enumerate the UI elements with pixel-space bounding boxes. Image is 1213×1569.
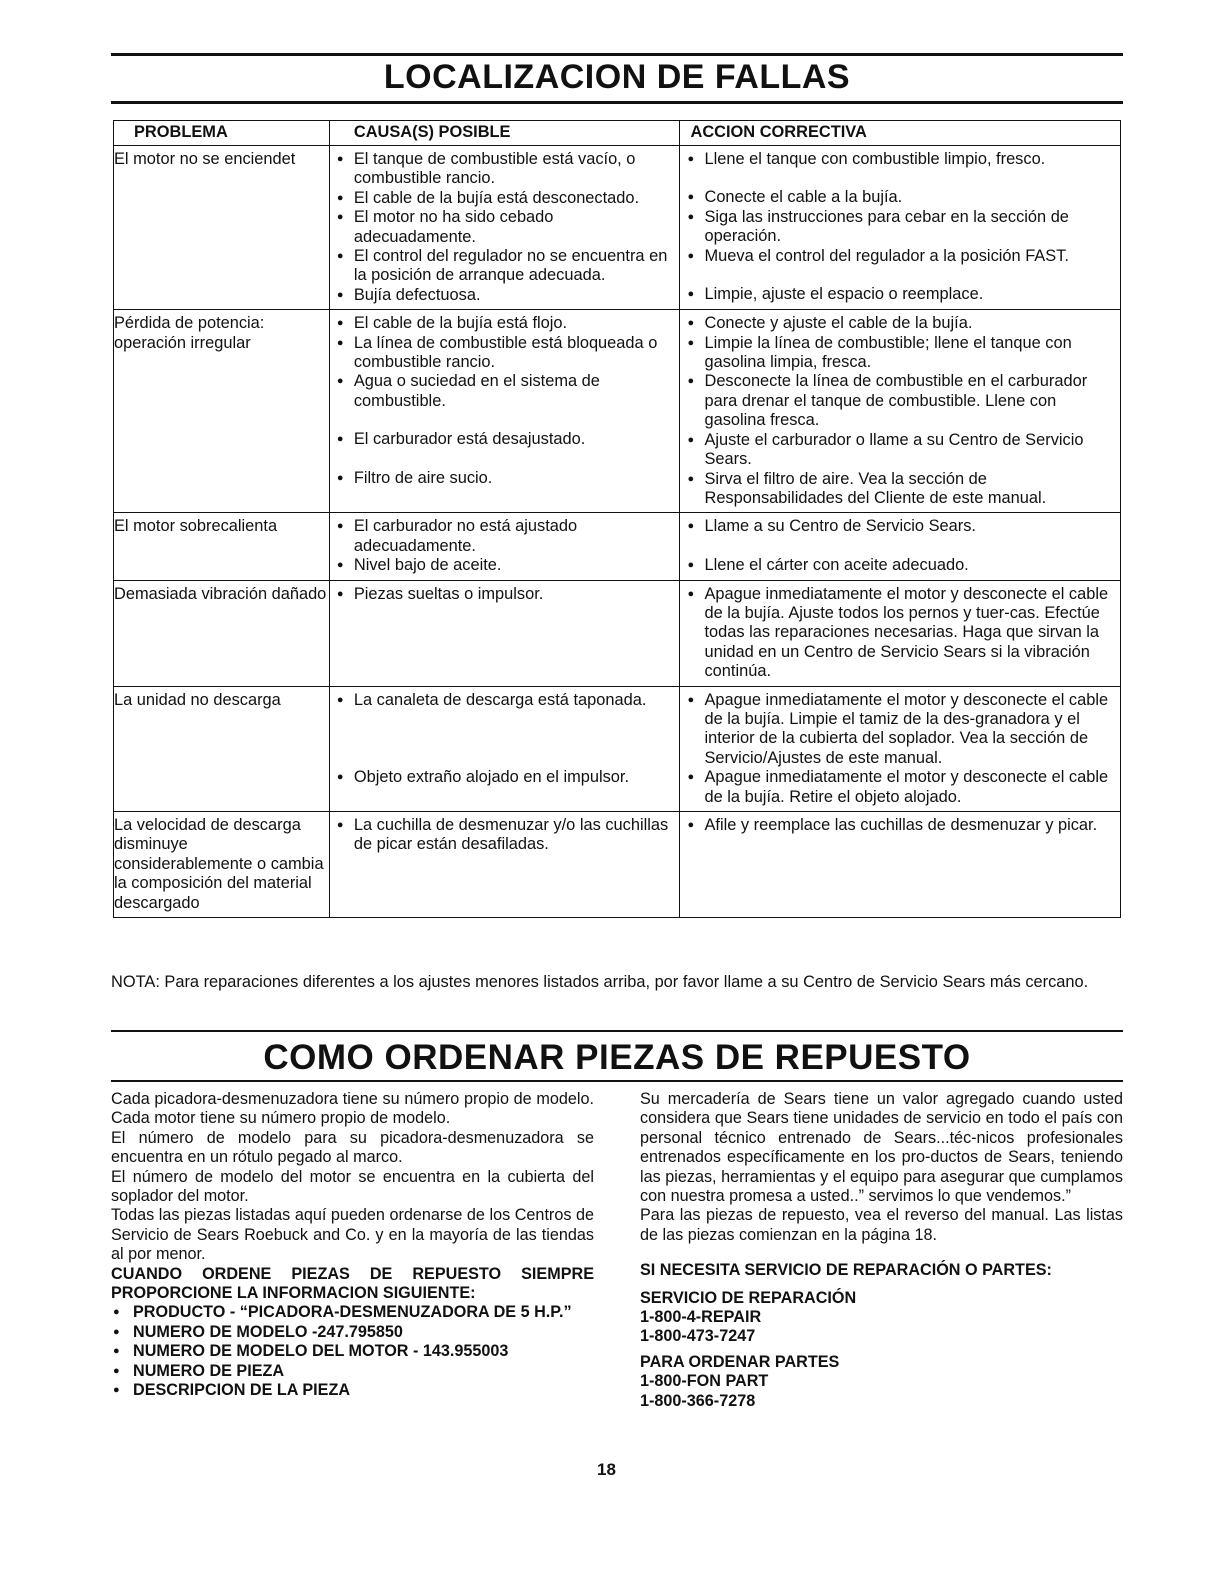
order-info-item: ● NUMERO DE PIEZA [111, 1362, 594, 1381]
actions-cell [680, 812, 1121, 918]
parts-right-column [640, 1090, 1123, 1411]
actions-cell [680, 146, 1121, 310]
parts-paragraph: El número de modelo para su picadora-desmenuzadora se encuentra en un rótulo pegado al marco. [111, 1128, 594, 1167]
cause-item: ● La cuchilla de desmenuzar y/o las cuchillas de picar están desafiladas. [337, 816, 676, 855]
action-item: ● Mueva el control del regulador a la posición FAST. [687, 247, 1116, 266]
order-heading: CUANDO ORDENE PIEZAS DE REPUESTO SIEMPRE PROPORCIONE LA INFORMACION SIGUIENTE: [111, 1264, 594, 1303]
section-rule [111, 1030, 1123, 1032]
action-item: ● Limpie, ajuste el espacio o reemplace. [687, 285, 1116, 304]
actions-cell [680, 580, 1121, 686]
problem-cell: Pérdida de potencia: operación irregular [114, 310, 330, 513]
action-item: ● Llene el tanque con combustible limpio, fresco. [687, 150, 1116, 169]
cause-item: ● El tanque de combustible está vacío, o combustible rancio. [337, 150, 676, 189]
table-row [114, 310, 1121, 513]
causes-cell [329, 513, 680, 580]
top-rule [111, 53, 1123, 56]
causes-cell [329, 310, 680, 513]
parts-paragraph: Para las piezas de repuesto, vea el reverso del manual. Las listas de las piezas comienzan en la página 18. [640, 1206, 1123, 1244]
service-heading: SI NECESITA SERVICIO DE REPARACIÓN O PARTES: [640, 1261, 1052, 1280]
title-underline [111, 101, 1123, 104]
cause-item: ● La línea de combustible está bloqueada o combustible rancio. [337, 334, 676, 373]
action-item: ● Llene el cárter con aceite adecuado. [687, 556, 1116, 575]
repair-phone: 1-800-473-7247 [640, 1327, 756, 1346]
causes-cell [329, 146, 680, 310]
action-item: ● Apague inmediatamente el motor y desconecte el cable de la bujía. Limpie el tamiz de la des-granadora y el interior de la cubierta del soplador. Vea la sección de Servicio/Ajustes de este manual. [687, 691, 1116, 769]
parts-order-label: PARA ORDENAR PARTES [640, 1352, 840, 1371]
parts-paragraph: Su mercadería de Sears tiene un valor agregado cuando usted considera que Sears tiene unidades de servicio en todo el país con personal técnico entrenado de Sears...téc-nicos profesionales entrenados específicamente en los pro-ductos de Sears, teniendo las piezas, herramientas y el equipo para asegurar que cumplamos con nuestra promesa a usted..” servimos lo que vendemos.” [640, 1090, 1123, 1206]
troubleshooting-note: NOTA: Para reparaciones diferentes a los ajustes menores listados arriba, por favor llame a su Centro de Servicio Sears más cercano. [111, 973, 1089, 991]
cause-item: ● Agua o suciedad en el sistema de combustible. [337, 372, 676, 411]
table-header-row [114, 121, 1121, 146]
action-item: ● Apague inmediatamente el motor y desconecte el cable de la bujía. Ajuste todos los pernos y tuer-cas. Efectúe todas las reparaciones necesarias. Haga que sirvan la unidad en un Centro de Servicio Sears si la vibración continúa. [687, 585, 1116, 682]
page-number: 18 [597, 1460, 616, 1479]
action-item: ● Siga las instrucciones para cebar en la sección de operación. [687, 208, 1116, 247]
parts-title-underline [111, 1080, 1123, 1082]
action-item: ● Desconecte la línea de combustible en el carburador para drenar el tanque de combustible. Llene con gasolina fresca. [687, 372, 1116, 430]
cause-item: ● El cable de la bujía está flojo. [337, 314, 676, 333]
table-row [114, 580, 1121, 686]
repair-label: SERVICIO DE REPARACIÓN [640, 1288, 857, 1307]
cause-item: ● Bujía defectuosa. [337, 286, 676, 305]
problem-cell: El motor no se enciendet [114, 146, 330, 310]
cause-item: ● El carburador está desajustado. [337, 430, 676, 449]
action-item: ● Conecte el cable a la bujía. [687, 188, 1116, 207]
cause-item: ● El control del regulador no se encuentra en la posición de arranque adecuada. [337, 247, 676, 286]
header-cause: CAUSA(S) POSIBLE [329, 121, 680, 146]
cause-item: ● Filtro de aire sucio. [337, 469, 676, 488]
repair-block [640, 1289, 1123, 1347]
cause-item: ● El motor no ha sido cebado adecuadamente. [337, 208, 676, 247]
header-problem: PROBLEMA [114, 121, 330, 146]
cause-item: ● La canaleta de descarga está taponada. [337, 691, 676, 710]
table-row [114, 146, 1121, 310]
cause-item: ● El carburador no está ajustado adecuadamente. [337, 517, 676, 556]
order-info-item: ● PRODUCTO - “PICADORA-DESMENUZADORA DE 5 H.P.” [111, 1303, 594, 1322]
parts-paragraph: Cada picadora-desmenuzadora tiene su número propio de modelo. Cada motor tiene su número propio de modelo. [111, 1090, 594, 1128]
order-info-item: ● DESCRIPCION DE LA PIEZA [111, 1381, 594, 1400]
action-item: ● Limpie la línea de combustible; llene el tanque con gasolina limpia, fresca. [687, 334, 1116, 373]
problem-cell: El motor sobrecalienta [114, 513, 330, 580]
parts-paragraph: El número de modelo del motor se encuentra en la cubierta del soplador del motor. [111, 1167, 594, 1206]
actions-cell [680, 686, 1121, 811]
order-info-item: ● NUMERO DE MODELO DEL MOTOR - 143.955003 [111, 1342, 594, 1361]
problem-cell: La unidad no descarga [114, 686, 330, 811]
order-info-list [111, 1303, 594, 1400]
cause-item: ● El cable de la bujía está desconectado. [337, 189, 676, 208]
action-item: ● Ajuste el carburador o llame a su Centro de Servicio Sears. [687, 431, 1116, 470]
problem-cell: La velocidad de descarga disminuye considerablemente o cambia la composición del material descargado [114, 812, 330, 918]
action-item: ● Afile y reemplace las cuchillas de desmenuzar y picar. [687, 816, 1116, 835]
cause-item: ● Nivel bajo de aceite. [337, 556, 676, 575]
action-item: ● Conecte y ajuste el cable de la bujía. [687, 314, 1116, 333]
causes-cell [329, 812, 680, 918]
cause-item: ● Objeto extraño alojado en el impulsor. [337, 768, 676, 787]
causes-cell [329, 580, 680, 686]
table-row [114, 686, 1121, 811]
actions-cell [680, 513, 1121, 580]
table-row [114, 513, 1121, 580]
repair-phone: 1-800-4-REPAIR [640, 1308, 762, 1327]
action-item: ● Apague inmediatamente el motor y desconecte el cable de la bujía. Retire el objeto alojado. [687, 768, 1116, 807]
parts-left-column [111, 1090, 594, 1401]
parts-paragraph: Todas las piezas listadas aquí pueden ordenarse de los Centros de Servicio de Sears Roebuck and Co. y en la mayoría de las tiendas al por menor. [111, 1206, 594, 1264]
parts-title: COMO ORDENAR PIEZAS DE REPUESTO [263, 1038, 971, 1077]
parts-phone: 1-800-366-7278 [640, 1391, 756, 1410]
action-item: ● Llame a su Centro de Servicio Sears. [687, 517, 1116, 536]
troubleshooting-table [113, 120, 1121, 918]
order-info-item: ● NUMERO DE MODELO -247.795850 [111, 1323, 594, 1342]
actions-cell [680, 310, 1121, 513]
troubleshooting-title: LOCALIZACION DE FALLAS [383, 58, 851, 96]
header-action: ACCION CORRECTIVA [680, 121, 1121, 146]
cause-item: ● Piezas sueltas o impulsor. [337, 585, 676, 604]
problem-cell: Demasiada vibración dañado [114, 580, 330, 686]
parts-phone: 1-800-FON PART [640, 1372, 769, 1391]
table-row [114, 812, 1121, 918]
parts-order-block [640, 1353, 1123, 1411]
action-item: ● Sirva el filtro de aire. Vea la sección de Responsabilidades del Cliente de este manual. [687, 470, 1116, 509]
causes-cell [329, 686, 680, 811]
